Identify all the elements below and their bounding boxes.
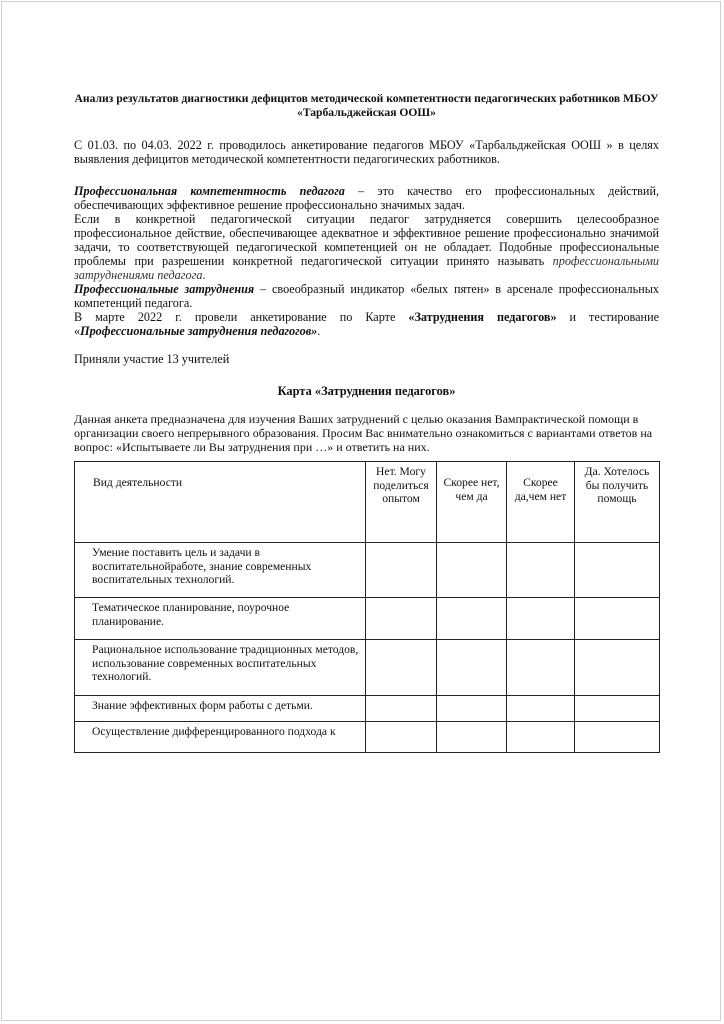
survey-text: В марте 2022 г. провели анкетирование по Карте [74,310,409,324]
card-title: Карта «Затруднения педагогов» [277,384,456,398]
header-activity: Вид деятельности [75,462,366,543]
answer-cell[interactable] [366,640,437,696]
document-title: Анализ результатов диагностики дефицитов методической компетентности педагогических работников МБОУ «Тарбальджейская ООШ» [74,92,659,119]
row-activity-cell: Осуществление дифференцированного подхода к [75,722,366,753]
card-description: Данная анкета предназначена для изучения Ваших затруднений с целью оказания Вампрактической помощи в организации своего непрерывного образования. Просим Вас внимательно ознакомиться с вариантами ответов на вопрос: «Испытываете ли Вы затруднения при …» и ответить на них. [74,412,653,454]
answer-cell[interactable] [437,598,507,640]
table-header-row [75,462,660,543]
survey-text-end: . [317,324,321,338]
header-rather-yes: Скорее да,чем нет [507,462,575,543]
term-competence: Профессиональная компетентность педагога [74,184,345,198]
answer-cell[interactable] [366,696,437,722]
survey-text-mid: и тестирование « [74,310,660,338]
header-no-share: Нет. Могу поделиться опытом [366,462,437,543]
answer-cell[interactable] [575,696,660,722]
answer-cell[interactable] [507,598,575,640]
document-page [1,1,721,1021]
answer-cell[interactable] [507,696,575,722]
answer-cell[interactable] [437,696,507,722]
document-content [74,92,659,753]
table-row [75,722,660,753]
answer-cell[interactable] [437,543,507,598]
answer-cell[interactable] [575,598,660,640]
difficulties-table [74,461,660,753]
row-activity-cell: Рациональное использование традиционных методов, использование современных воспитательных технологий. [75,640,366,696]
row-activity-cell: Умение поставить цель и задачи в воспитательнойработе, знание современных воспитательных технологий. [75,543,366,598]
answer-cell[interactable] [366,543,437,598]
definition-competence-text: – это качество его профессиональных действий, обеспечивающих эффективное решение профессионально значимых задач. [74,184,660,212]
answer-cell[interactable] [575,722,660,753]
header-yes-help: Да. Хотелось бы получить помощь [575,462,660,543]
definition-competence [74,184,659,212]
survey-card-name: «Затруднения педагогов» [408,310,557,324]
definition-difficulties [74,282,659,310]
answer-cell[interactable] [437,640,507,696]
row-activity-cell: Тематическое планирование, поурочное планирование. [75,598,366,640]
survey-test-name: Профессиональные затруднения педагогов» [80,324,318,338]
answer-cell[interactable] [575,640,660,696]
answer-cell[interactable] [366,722,437,753]
answer-cell[interactable] [507,640,575,696]
header-rather-no: Скорее нет, чем да [437,462,507,543]
table-row [75,598,660,640]
answer-cell[interactable] [366,598,437,640]
answer-cell[interactable] [507,722,575,753]
survey-paragraph [74,310,659,338]
table-row [75,543,660,598]
term-difficulties: Профессиональные затруднения [74,282,255,296]
answer-cell[interactable] [575,543,660,598]
paragraph-difficulties-end: . [202,268,206,282]
participants-count: Приняли участие 13 учителей [74,352,230,366]
paragraph-difficulties-text: Если в конкретной педагогической ситуации педагог затрудняется совершить целесообразное профессиональное действие, обеспечивающее адекватное и эффективное решение профессионально значимой задачи, то соответствующей педагогической компетенцией он не обладает. Подобные профессиональные проблемы при разрешении конкретной педагогической ситуации принято называть [74,212,659,268]
table-row [75,640,660,696]
answer-cell[interactable] [507,543,575,598]
row-activity-cell: Знание эффективных форм работы с детьми. [75,696,366,722]
intro-paragraph: С 01.03. по 04.03. 2022 г. проводилось анкетирование педагогов МБОУ «Тарбальджейская ООШ » в целях выявления дефицитов методической компетентности педагогических работников. [74,138,659,166]
term-difficulties-italic: профессиональными затруднениями педагога [74,254,659,282]
definition-difficulties-text: – своеобразный индикатор «белых пятен» в арсенале профессиональных компетенций педагога. [74,282,659,310]
paragraph-difficulties [74,212,659,282]
answer-cell[interactable] [437,722,507,753]
table-row [75,696,660,722]
